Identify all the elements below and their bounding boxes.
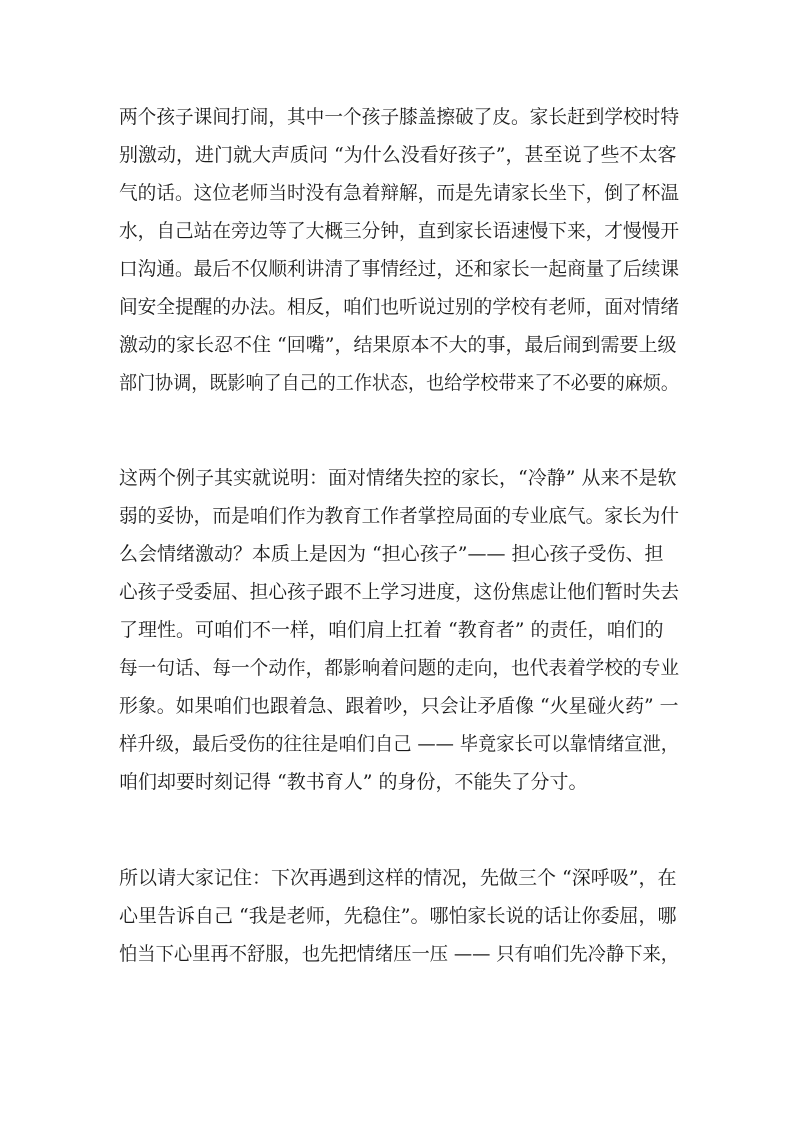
paragraph-3-line-3: 怕当下心里再不舒服，也先把情绪压一压 —— 只有咱们先冷静下来， (119, 943, 680, 965)
paragraph-1-line-3: 气的话。这位老师当时没有急着辩解，而是先请家长坐下，倒了杯温 (119, 182, 680, 204)
paragraph-1-line-2: 别激动，进门就大声质问 “为什么没看好孩子”，甚至说了些不太客 (119, 144, 677, 166)
paragraph-1-line-8: 部门协调，既影响了自己的工作状态，也给学校带来了不必要的麻烦。 (119, 372, 680, 394)
paragraph-2-line-9: 咱们却要时刻记得 “教书育人” 的身份，不能失了分寸。 (119, 771, 588, 793)
paragraph-2-line-8: 样升级，最后受伤的往往是咱们自己 —— 毕竟家长可以靠情绪宣泄， (119, 733, 680, 755)
paragraph-1-line-5: 口沟通。最后不仅顺利讲清了事情经过，还和家长一起商量了后续课 (119, 258, 680, 280)
paragraph-1-line-4: 水，自己站在旁边等了大概三分钟，直到家长语速慢下来，才慢慢开 (119, 220, 680, 242)
paragraph-2-line-5: 了理性。可咱们不一样，咱们肩上扛着 “教育者” 的责任，咱们的 (119, 619, 664, 641)
paragraph-1-line-1: 两个孩子课间打闹，其中一个孩子膝盖擦破了皮。家长赶到学校时特 (119, 106, 680, 128)
paragraph-2-line-4: 心孩子受委屈、担心孩子跟不上学习进度，这份焦虑让他们暂时失去 (119, 581, 680, 603)
paragraph-3-line-2: 心里告诉自己 “我是老师，先稳住”。哪怕家长说的话让你委屈，哪 (119, 905, 677, 927)
paragraph-2-line-2: 弱的妥协，而是咱们作为教育工作者掌控局面的专业底气。家长为什 (119, 505, 680, 527)
paragraph-2-line-6: 每一句话、每一个动作，都影响着问题的走向，也代表着学校的专业 (119, 657, 680, 679)
paragraph-1-line-7: 激动的家长忍不住 “回嘴”，结果原本不大的事，最后闹到需要上级 (119, 334, 677, 356)
paragraph-2-line-1: 这两个例子其实就说明：面对情绪失控的家长，“冷静” 从来不是软 (119, 467, 677, 489)
paragraph-3-line-1: 所以请大家记住：下次再遇到这样的情况，先做三个 “深呼吸”，在 (119, 867, 677, 889)
paragraph-2-line-3: 么会情绪激动？本质上是因为 “担心孩子”—— 担心孩子受伤、担 (119, 543, 664, 565)
paragraph-2-line-7: 形象。如果咱们也跟着急、跟着吵，只会让矛盾像 “火星碰火药” 一 (119, 695, 679, 717)
paragraph-1-line-6: 间安全提醒的办法。相反，咱们也听说过别的学校有老师，面对情绪 (119, 296, 680, 318)
